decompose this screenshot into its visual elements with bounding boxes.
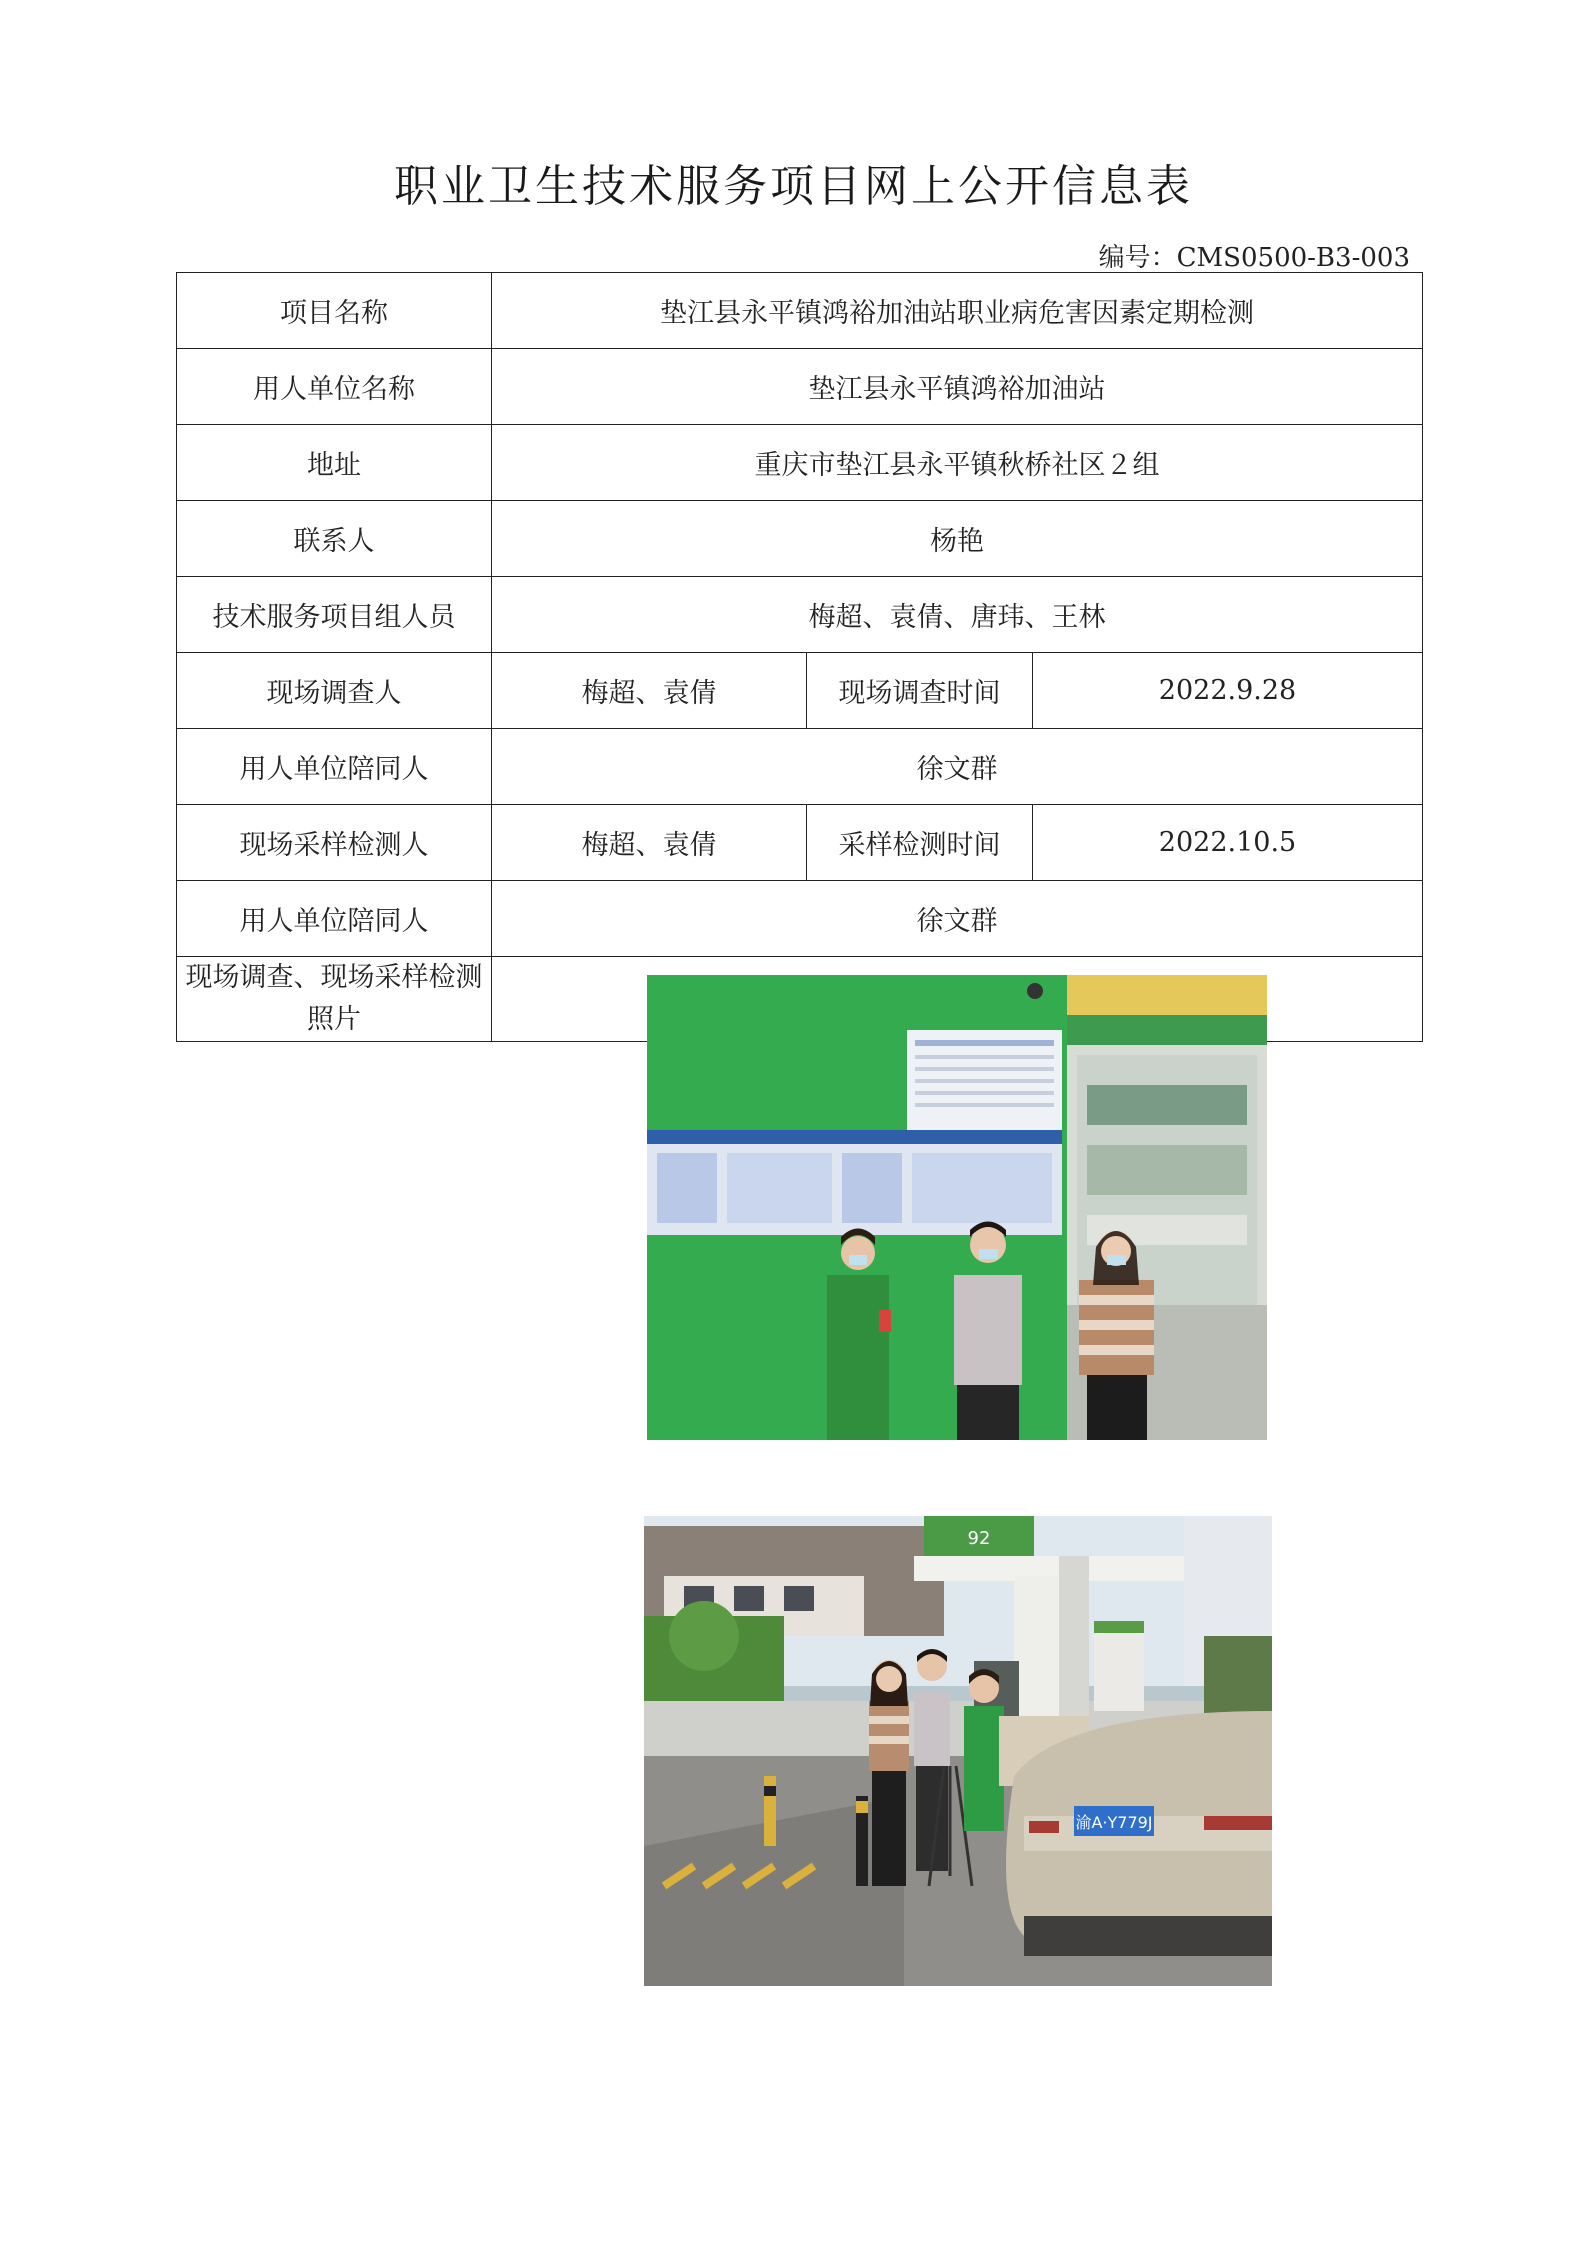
employer-value: 垫江县永平镇鸿裕加油站 — [492, 349, 1423, 425]
accompany-2-value: 徐文群 — [492, 881, 1423, 957]
accompany-2-label: 用人单位陪同人 — [177, 881, 492, 957]
employer-label: 用人单位名称 — [177, 349, 492, 425]
sampling-label: 现场采样检测人 — [177, 805, 492, 881]
row-address — [177, 425, 1423, 501]
row-contact — [177, 501, 1423, 577]
license-plate: 渝A·Y779J — [1075, 1813, 1153, 1832]
team-value: 梅超、袁倩、唐玮、王林 — [492, 577, 1423, 653]
pump-number: 92 — [967, 1528, 991, 1549]
row-team — [177, 577, 1423, 653]
project-name-label: 项目名称 — [177, 273, 492, 349]
accompany-1-label: 用人单位陪同人 — [177, 729, 492, 805]
sampling-value: 梅超、袁倩 — [492, 805, 807, 881]
contact-value: 杨艳 — [492, 501, 1423, 577]
survey-label: 现场调查人 — [177, 653, 492, 729]
survey-value: 梅超、袁倩 — [492, 653, 807, 729]
sampling-time-label: 采样检测时间 — [807, 805, 1033, 881]
team-label: 技术服务项目组人员 — [177, 577, 492, 653]
row-project-name — [177, 273, 1423, 349]
row-sampling — [177, 805, 1423, 881]
survey-time-label: 现场调查时间 — [807, 653, 1033, 729]
row-survey — [177, 653, 1423, 729]
page-title: 职业卫生技术服务项目网上公开信息表 — [394, 161, 1193, 212]
row-accompany-2 — [177, 881, 1423, 957]
survey-photo-image — [647, 975, 1267, 1440]
info-table — [176, 272, 1423, 1832]
address-label: 地址 — [177, 425, 492, 501]
photos-cell — [492, 957, 1423, 1832]
document-number: 编号：CMS0500-B3-003 — [1098, 243, 1410, 273]
project-name-value: 垫江县永平镇鸿裕加油站职业病危害因素定期检测 — [492, 273, 1423, 349]
sampling-time-value: 2022.10.5 — [1033, 805, 1423, 881]
row-employer — [177, 349, 1423, 425]
sampling-photo — [644, 1516, 1272, 1986]
accompany-1-value: 徐文群 — [492, 729, 1423, 805]
row-photos — [177, 957, 1423, 1042]
address-value: 重庆市垫江县永平镇秋桥社区２组 — [492, 425, 1423, 501]
survey-photo — [647, 975, 1267, 1440]
sampling-photo-image — [644, 1516, 1272, 1986]
contact-label: 联系人 — [177, 501, 492, 577]
photos-label: 现场调查、现场采样检测照片 — [177, 957, 492, 1042]
row-accompany-1 — [177, 729, 1423, 805]
survey-time-value: 2022.9.28 — [1033, 653, 1423, 729]
